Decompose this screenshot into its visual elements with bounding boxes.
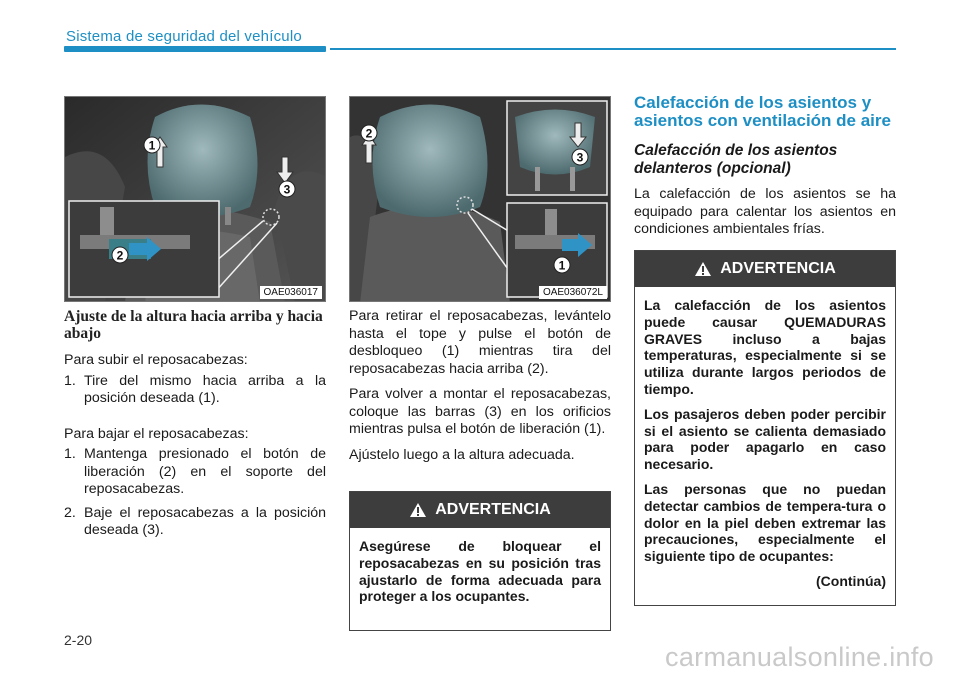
header-accent-bar	[64, 46, 326, 52]
remove-paragraph: Para retirar el reposacabezas, levántelo hasta el tope y pulse el botón de desbloqueo (1) mientras tira del reposacabezas hacia arriba (2).	[349, 308, 611, 377]
warning-box-seat-heating	[634, 250, 896, 606]
lower-step-2	[64, 505, 326, 540]
step-text: Tire del mismo hacia arriba a la posición deseada (1).	[84, 372, 326, 406]
column-2	[349, 308, 611, 464]
step-number: 1.	[64, 446, 76, 462]
warning-header	[635, 251, 895, 287]
step-number: 2.	[64, 504, 76, 521]
headrest-height-illustration	[65, 97, 326, 302]
warning-triangle-icon	[409, 502, 427, 518]
headrest-removal-illustration	[350, 97, 611, 302]
warning-paragraph: Los pasajeros deben poder percibir si el asiento se calienta demasiado para poder apagarlo en caso necesario.	[644, 405, 886, 473]
figure-headrest-height	[64, 96, 326, 302]
warning-text: Asegúrese de bloquear el reposacabezas en su posición tras ajustarlo de forma adecuada para proteger a los ocupantes.	[359, 538, 601, 605]
warning-box-headrest	[349, 491, 611, 631]
column-1	[64, 308, 326, 540]
height-adjust-heading: Ajuste de la altura hacia arriba y hacia abajo	[64, 308, 323, 342]
warning-title: ADVERTENCIA	[720, 260, 836, 277]
callout-3: 3	[576, 150, 584, 165]
warning-triangle-icon	[694, 261, 712, 277]
lower-step-1	[64, 446, 326, 499]
callout-2: 2	[365, 126, 373, 141]
step-number: 1.	[64, 372, 76, 389]
header-rule	[330, 48, 896, 50]
figure-headrest-removal	[349, 96, 611, 302]
raise-intro: Para subir el reposacabezas:	[64, 352, 248, 368]
figure-code: OAE036017	[260, 286, 323, 299]
warning-header	[350, 492, 610, 528]
callout-2: 2	[116, 248, 124, 263]
step-text: Baje el reposacabezas a la posición deseada (3).	[84, 504, 326, 538]
callout-1: 1	[148, 138, 156, 153]
figure-code: OAE036072L	[539, 286, 607, 299]
front-seat-heating-subheading: Calefacción de los asientos delanteros (opcional)	[634, 142, 838, 177]
step-text: Mantenga presionado el botón de liberación (2) en el soporte del reposacabezas.	[84, 446, 326, 497]
section-header: Sistema de seguridad del vehículo	[66, 28, 302, 45]
continued-label: (Continúa)	[816, 572, 886, 589]
seat-heating-heading: Calefacción de los asientos y asientos con ventilación de aire	[634, 93, 891, 130]
callout-1: 1	[558, 258, 566, 273]
warning-paragraph: La calefacción de los asientos puede causar QUEMADURAS GRAVES incluso a bajas temperaturas, especialmente si se utiliza durante largos periodos de tiempo.	[644, 297, 886, 397]
warning-body	[635, 287, 895, 600]
callout-3: 3	[283, 182, 291, 197]
column-3	[634, 94, 896, 239]
lower-intro: Para bajar el reposacabezas:	[64, 425, 249, 442]
warning-title: ADVERTENCIA	[435, 501, 551, 518]
watermark: carmanualsonline.info	[665, 642, 934, 672]
warning-body	[350, 528, 610, 615]
adjust-paragraph: Ajústelo luego a la altura adecuada.	[349, 446, 575, 463]
page-number: 2-20	[64, 632, 93, 648]
raise-step-1	[64, 373, 326, 408]
reinstall-paragraph: Para volver a montar el reposacabezas, coloque las barras (3) en los orificios mientras pulsa el botón de liberación (1).	[349, 386, 611, 437]
seat-heating-intro: La calefacción de los asientos se ha equipado para calentar los asientos en condiciones ambientales frías.	[634, 186, 896, 237]
warning-paragraph: Las personas que no puedan detectar cambios de tempera-tura o dolor en la piel deben extremar las precauciones, especialmente el siguiente tipo de ocupantes:	[644, 480, 886, 565]
